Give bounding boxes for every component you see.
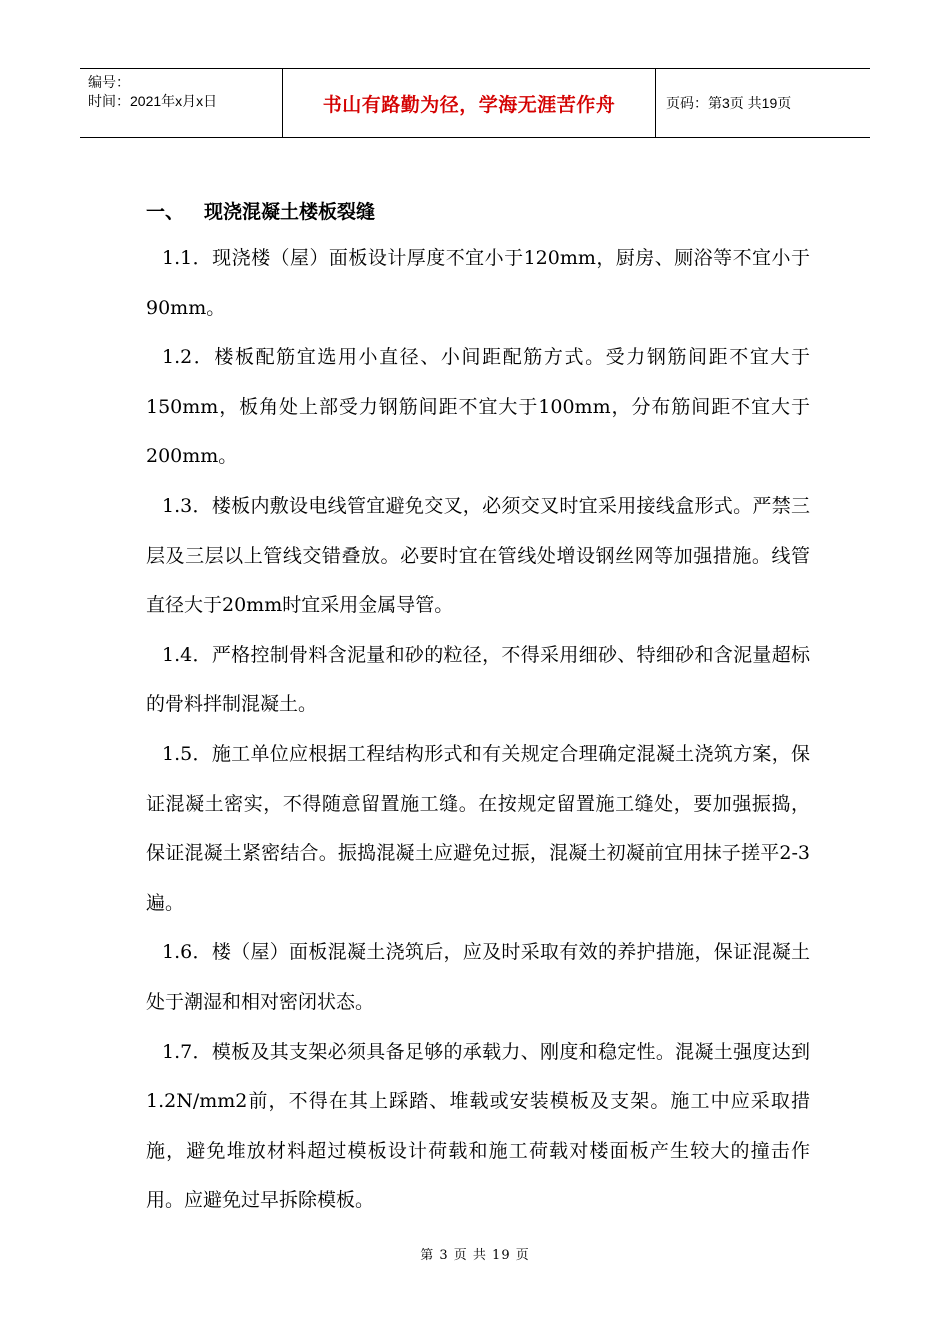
document-body	[146, 190, 810, 1226]
header-meta-cell	[80, 69, 282, 137]
section-title: 现浇混凝土楼板裂缝	[204, 201, 376, 223]
paragraph-1-4: 1.4．严格控制骨料含泥量和砂的粒径，不得采用细砂、特细砂和含泥量超标的骨料拌制混凝土。	[146, 643, 810, 716]
section-heading	[146, 190, 810, 234]
header-time-label: 时间：2021年x月x日	[88, 93, 218, 109]
document-header	[80, 68, 870, 138]
page-footer: 第 3 页 共 19 页	[420, 1248, 530, 1263]
paragraph-1-5: 1.5．施工单位应根据工程结构形式和有关规定合理确定混凝土浇筑方案，保证混凝土密实，不得随意留置施工缝。在按规定留置施工缝处，要加强振捣，保证混凝土紧密结合。振捣混凝土应避免过振，混凝土初凝前宜用抹子搓平2-3遍。	[146, 742, 810, 914]
header-page-info: 页码：第3页 共19页	[666, 95, 792, 111]
section-number: 一、	[146, 201, 185, 223]
paragraph-1-6: 1.6．楼（屋）面板混凝土浇筑后，应及时采取有效的养护措施，保证混凝土处于潮湿和相对密闭状态。	[146, 941, 810, 1013]
header-motto: 书山有路勤为径，学海无涯苦作舟	[322, 93, 616, 116]
header-page-cell	[656, 69, 870, 137]
header-motto-cell	[282, 69, 656, 137]
paragraph-1-1: 1.1．现浇楼（屋）面板设计厚度不宜小于120mm，厨房、厕浴等不宜小于90mm。	[146, 247, 810, 319]
paragraph-1-7: 1.7．模板及其支架必须具备足够的承载力、刚度和稳定性。混凝土强度达到1.2N/mm2前，不得在其上踩踏、堆载或安装模板及支架。施工中应采取措施，避免堆放材料超过模板设计荷载和施工荷载对楼面板产生较大的撞击作用。应避免过早拆除模板。	[146, 1040, 810, 1212]
paragraph-1-2: 1.2．楼板配筋宜选用小直径、小间距配筋方式。受力钢筋间距不宜大于150mm，板角处上部受力钢筋间距不宜大于100mm，分布筋间距不宜大于200mm。	[146, 346, 810, 468]
paragraph-1-3: 1.3．楼板内敷设电线管宜避免交叉，必须交叉时宜采用接线盒形式。严禁三层及三层以上管线交错叠放。必要时宜在管线处增设钢丝网等加强措施。线管直径大于20mm时宜采用金属导管。	[146, 494, 810, 617]
header-number-label: 编号：	[88, 74, 130, 90]
